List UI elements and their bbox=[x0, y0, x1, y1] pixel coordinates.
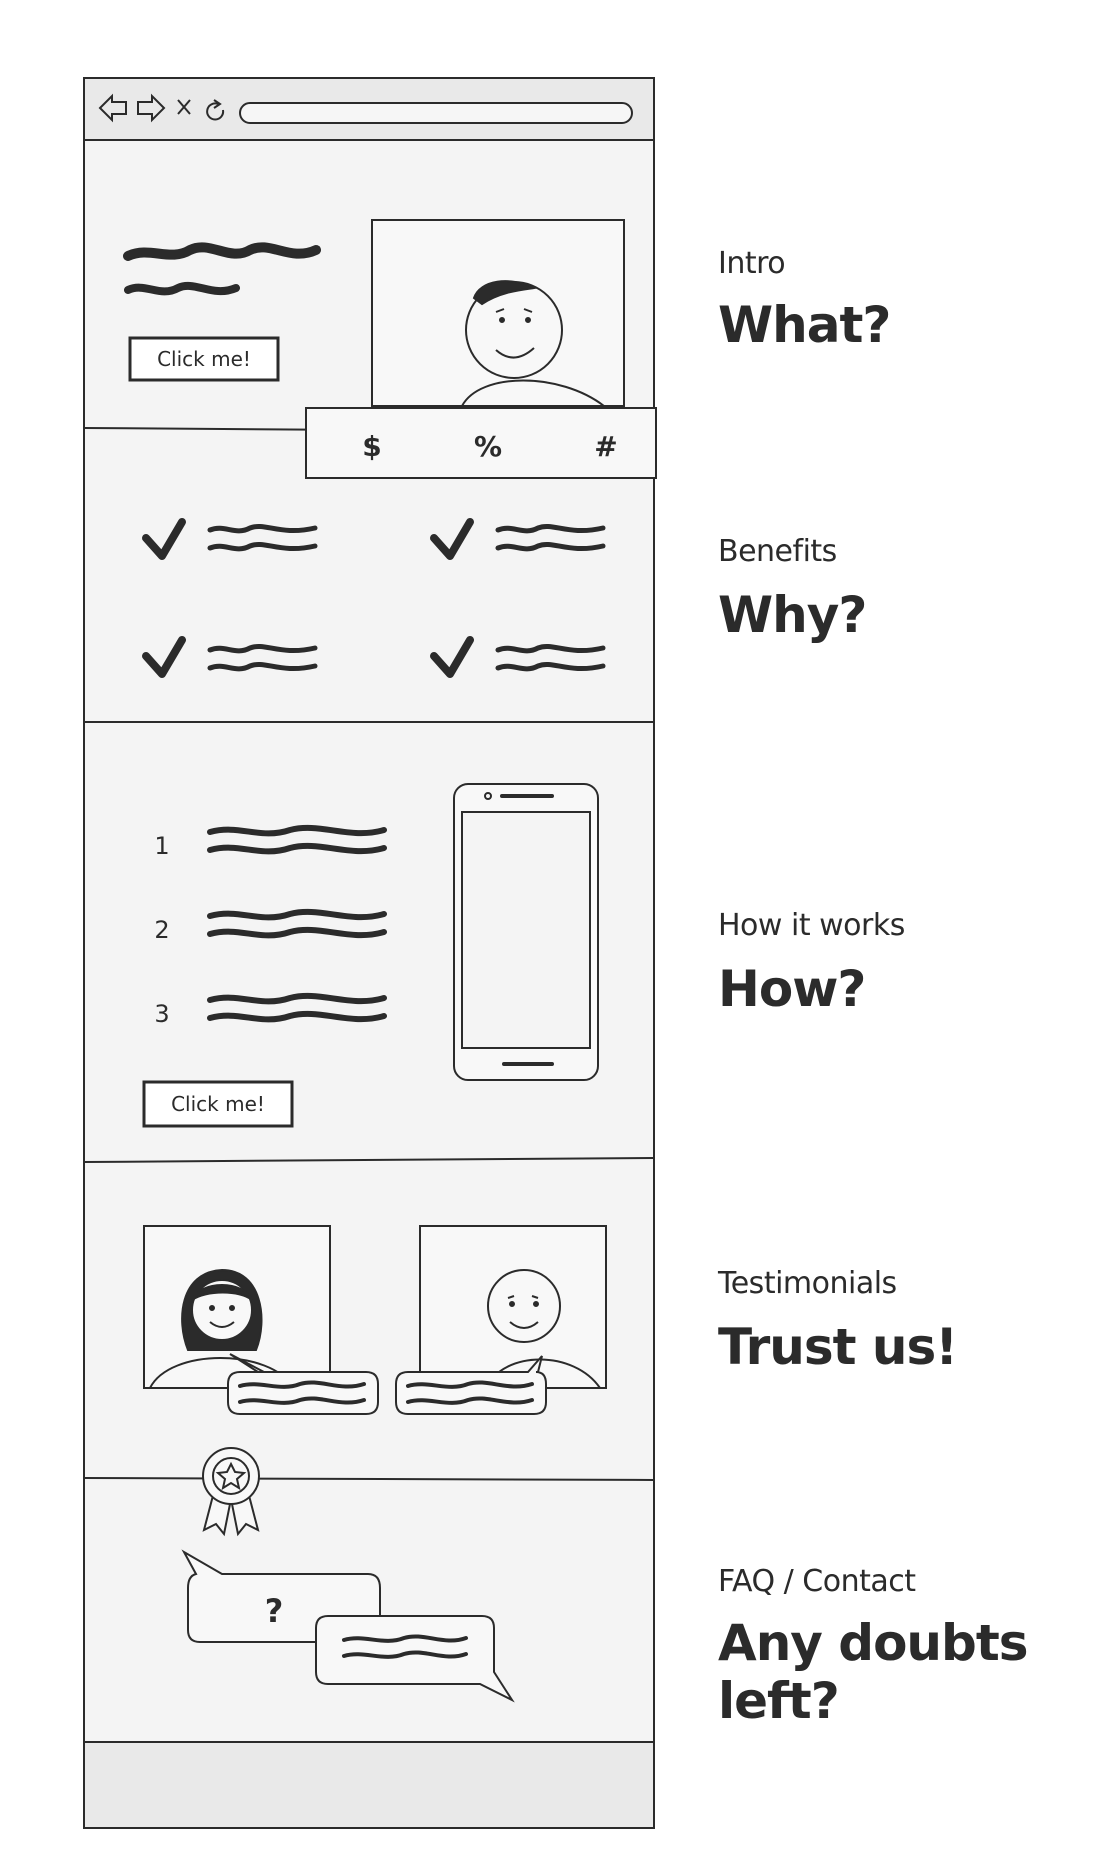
intro-image-frame bbox=[372, 220, 624, 406]
address-bar bbox=[240, 103, 632, 123]
how-cta-button[interactable]: Click me! bbox=[171, 1092, 265, 1116]
step-number: 1 bbox=[154, 832, 170, 860]
section-label-benefits: Benefits bbox=[718, 534, 837, 569]
section-question-faq: Any doubts left? bbox=[718, 1614, 1028, 1730]
section-label-intro: Intro bbox=[718, 246, 786, 281]
section-question-how: How? bbox=[718, 960, 866, 1018]
step-number: 2 bbox=[154, 916, 170, 944]
section-question-intro: What? bbox=[718, 296, 891, 354]
faq-question-mark: ? bbox=[264, 1592, 284, 1630]
section-question-testimonials: Trust us! bbox=[718, 1318, 958, 1376]
stat-dollar-symbol: $ bbox=[362, 430, 382, 463]
section-label-how: How it works bbox=[718, 908, 905, 943]
stat-percent-symbol: % bbox=[473, 430, 503, 463]
step-number: 3 bbox=[154, 1000, 170, 1028]
stat-hash-symbol: # bbox=[594, 430, 618, 463]
smartphone-icon bbox=[454, 784, 598, 1080]
footer-bar bbox=[84, 1742, 654, 1828]
intro-cta-button[interactable]: Click me! bbox=[157, 347, 251, 371]
section-label-faq: FAQ / Contact bbox=[718, 1564, 916, 1599]
section-label-testimonials: Testimonials bbox=[718, 1266, 897, 1301]
section-question-benefits: Why? bbox=[718, 586, 867, 644]
